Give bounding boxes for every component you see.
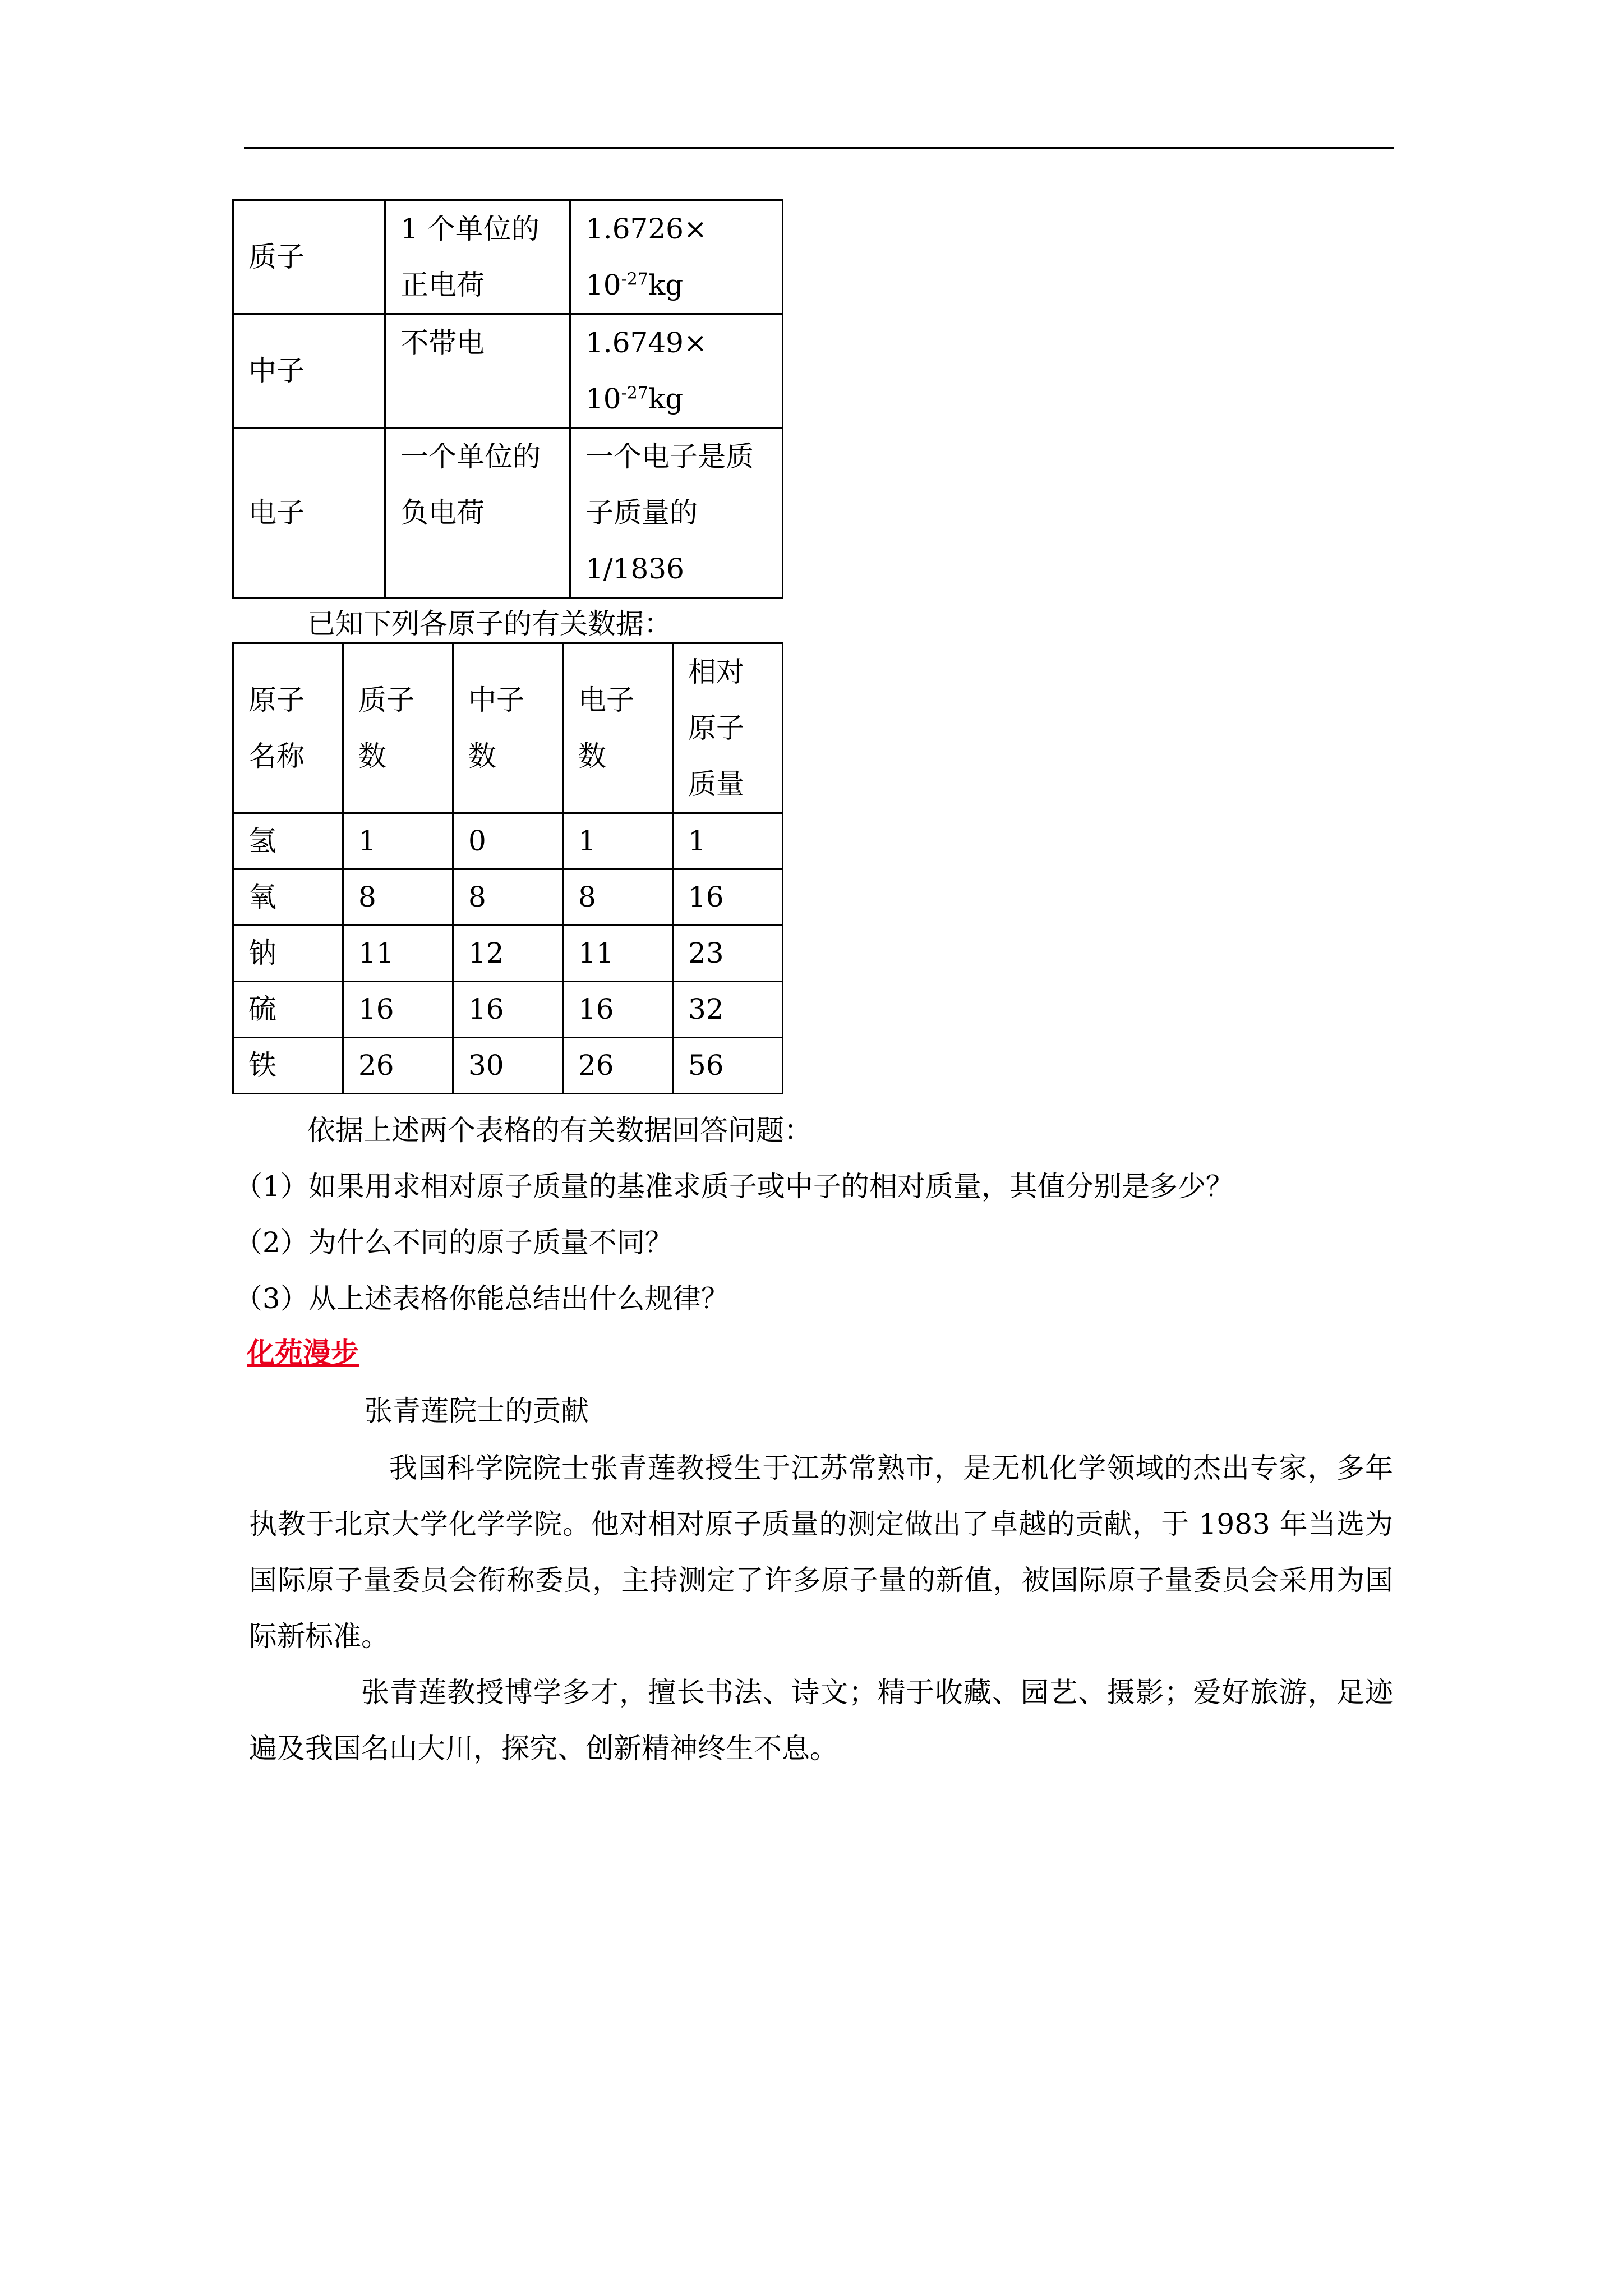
table-cell: 0 xyxy=(453,813,563,869)
table-cell: 32 xyxy=(673,982,783,1038)
section-heading: 化苑漫步 xyxy=(247,1336,359,1369)
table-cell: 氢 xyxy=(233,813,343,869)
table-cell: 氧 xyxy=(233,869,343,926)
particle-charge: 1 个单位的 正电荷 xyxy=(385,200,570,314)
table-cell: 56 xyxy=(673,1038,783,1094)
table-row xyxy=(233,1038,783,1094)
table-cell: 16 xyxy=(673,869,783,926)
essay-paragraph: 张青莲教授博学多才，擅长书法、诗文；精于收藏、园艺、摄影；爱好旅游，足迹遍及我国名山大川，探究、创新精神终生不息。 xyxy=(249,1676,1393,1765)
table-cell: 26 xyxy=(343,1038,453,1094)
table-cell: 硫 xyxy=(233,982,343,1038)
table-cell: 1 xyxy=(563,813,673,869)
table-header-row xyxy=(233,643,783,813)
question-intro: 依据上述两个表格的有关数据回答问题： xyxy=(307,1114,812,1147)
particle-mass: 1.6726× $10^{-27}kg$ xyxy=(570,200,783,314)
table-cell: 16 xyxy=(453,982,563,1038)
particle-charge: 不带电 xyxy=(385,314,570,428)
table-cell: 钠 xyxy=(233,926,343,982)
particle-name: 质子 xyxy=(233,200,385,314)
table-row xyxy=(233,314,783,428)
table-cell: 8 xyxy=(453,869,563,926)
table-cell: 1 xyxy=(343,813,453,869)
header-electrons: 电子 数 xyxy=(563,643,673,813)
table-cell: 23 xyxy=(673,926,783,982)
table-cell: 8 xyxy=(343,869,453,926)
question-2: （2）为什么不同的原子质量不同？ xyxy=(234,1226,673,1259)
header-relative-mass: 相对 原子 质量 xyxy=(673,643,783,813)
particle-mass: 一个电子是质 子质量的 1/1836 xyxy=(570,428,783,598)
header-atom-name: 原子 名称 xyxy=(233,643,343,813)
table-row xyxy=(233,200,783,314)
table-cell: 16 xyxy=(563,982,673,1038)
question-1: （1）如果用求相对原子质量的基准求质子或中子的相对质量，其值分别是多少？ xyxy=(234,1170,1234,1203)
table-row xyxy=(233,813,783,869)
table-cell: 1 xyxy=(673,813,783,869)
table-row xyxy=(233,982,783,1038)
table-cell: 12 xyxy=(453,926,563,982)
table-cell: 26 xyxy=(563,1038,673,1094)
table-cell: 30 xyxy=(453,1038,563,1094)
table-cell: 铁 xyxy=(233,1038,343,1094)
particle-name: 中子 xyxy=(233,314,385,428)
intro-text: 已知下列各原子的有关数据： xyxy=(307,608,672,640)
particle-mass: 1.6749× $10^{-27}kg$ xyxy=(570,314,783,428)
particle-name: 电子 xyxy=(233,428,385,598)
table-row xyxy=(233,428,783,598)
table-row xyxy=(233,869,783,926)
header-neutrons: 中子 数 xyxy=(453,643,563,813)
table-cell: 16 xyxy=(343,982,453,1038)
particles-table xyxy=(232,199,783,599)
particle-charge: 一个单位的 负电荷 xyxy=(385,428,570,598)
question-3: （3）从上述表格你能总结出什么规律？ xyxy=(234,1282,729,1315)
table-cell: 11 xyxy=(343,926,453,982)
essay-paragraph: 我国科学院院士张青莲教授生于江苏常熟市，是无机化学领域的杰出专家，多年执教于北京大学化学学院。他对相对原子质量的测定做出了卓越的贡献，于 1983 年当选为国际原子量委员会衔称委员，主持测定了许多原子量的新值，被国际原子量委员会采用为国际新标准。 xyxy=(249,1452,1393,1653)
table-cell: 8 xyxy=(563,869,673,926)
atoms-table xyxy=(232,642,783,1094)
table-cell: 11 xyxy=(563,926,673,982)
essay-title: 张青莲院士的贡献 xyxy=(365,1395,589,1427)
header-protons: 质子 数 xyxy=(343,643,453,813)
table-row xyxy=(233,926,783,982)
header-rule xyxy=(244,147,1394,149)
